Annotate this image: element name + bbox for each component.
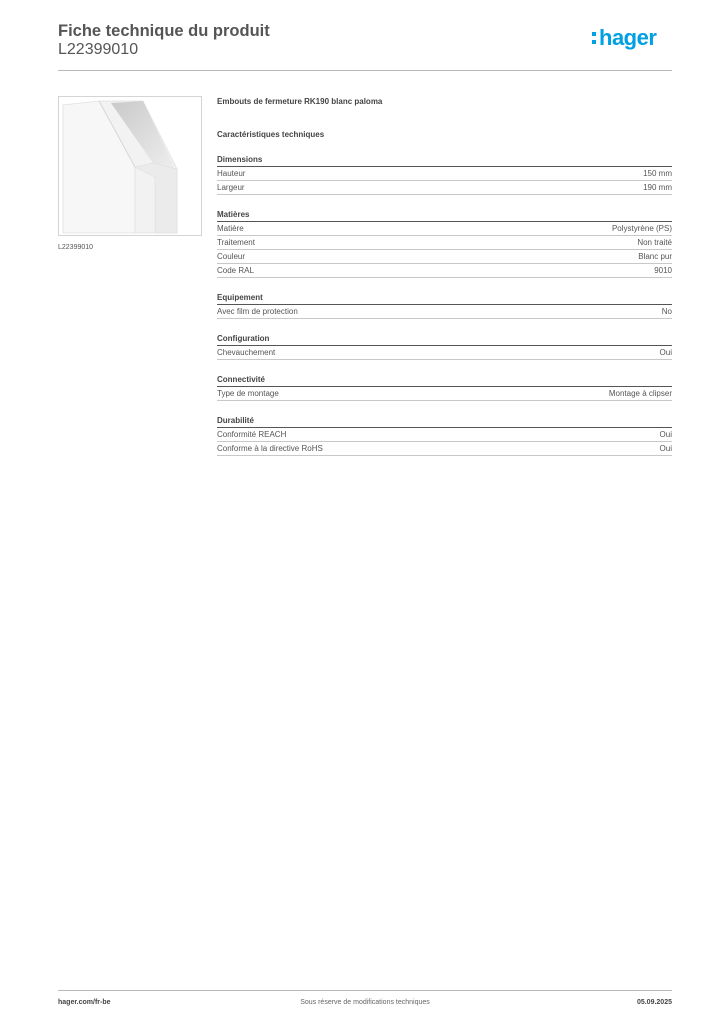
image-caption: L22399010 [58, 244, 94, 251]
spec-row [217, 167, 672, 181]
section-title: Matières [217, 208, 672, 222]
spec-label: Avec film de protection [217, 307, 298, 316]
hager-logo-graphic [590, 26, 672, 56]
logo-text: hager [599, 26, 657, 50]
page-title: Fiche technique du produit [58, 22, 270, 40]
section-title: Equipement [217, 291, 672, 305]
section-title: Durabilité [217, 414, 672, 428]
spec-value: Oui [659, 348, 672, 357]
spec-row [217, 222, 672, 236]
spec-label: Largeur [217, 183, 245, 192]
spec-label: Code RAL [217, 266, 254, 275]
section-durability [217, 414, 672, 456]
spec-label: Type de montage [217, 389, 279, 398]
spec-row [217, 181, 672, 195]
section-materials [217, 208, 672, 278]
spec-row [217, 346, 672, 360]
spec-value: Polystyrène (PS) [611, 224, 672, 233]
spec-value: 190 mm [643, 183, 672, 192]
end-cap-illustration [59, 97, 201, 235]
spec-value: Non traité [637, 238, 672, 247]
spec-label: Traitement [217, 238, 255, 247]
spec-value: No [661, 307, 672, 316]
spec-value: Oui [659, 444, 672, 453]
product-reference: L22399010 [58, 41, 139, 58]
section-connectivity [217, 373, 672, 401]
section-title: Connectivité [217, 373, 672, 387]
product-details [217, 96, 672, 456]
spec-label: Matière [217, 224, 244, 233]
spec-value: 150 mm [643, 169, 672, 178]
spec-row [217, 387, 672, 401]
spec-label: Hauteur [217, 169, 246, 178]
spec-label: Conformité REACH [217, 430, 287, 439]
section-configuration [217, 332, 672, 360]
spec-row [217, 428, 672, 442]
footer-notice: Sous réserve de modifications techniques [300, 999, 430, 1006]
spec-label: Couleur [217, 252, 246, 261]
spec-value: Blanc pur [638, 252, 672, 261]
product-image [58, 96, 202, 236]
section-equipment [217, 291, 672, 319]
product-title: Embouts de fermeture RK190 blanc paloma [217, 97, 383, 106]
page-header [58, 20, 672, 71]
section-title: Configuration [217, 332, 672, 346]
spec-row [217, 442, 672, 456]
footer-website-link[interactable]: hager.com/fr-be [58, 999, 111, 1006]
footer-date: 05.09.2025 [636, 999, 672, 1006]
spec-value: Oui [659, 430, 672, 439]
page-footer [58, 990, 672, 1013]
spec-label: Chevauchement [217, 348, 276, 357]
spec-row [217, 236, 672, 250]
spec-value: Montage à clipser [608, 389, 672, 398]
spec-value: 9010 [654, 266, 672, 275]
technical-characteristics-heading: Caractéristiques techniques [217, 130, 325, 139]
spec-row [217, 264, 672, 278]
spec-row [217, 305, 672, 319]
section-title: Dimensions [217, 153, 672, 167]
spec-row [217, 250, 672, 264]
hager-logo [590, 26, 672, 56]
spec-label: Conforme à la directive RoHS [217, 444, 323, 453]
section-dimensions [217, 153, 672, 195]
